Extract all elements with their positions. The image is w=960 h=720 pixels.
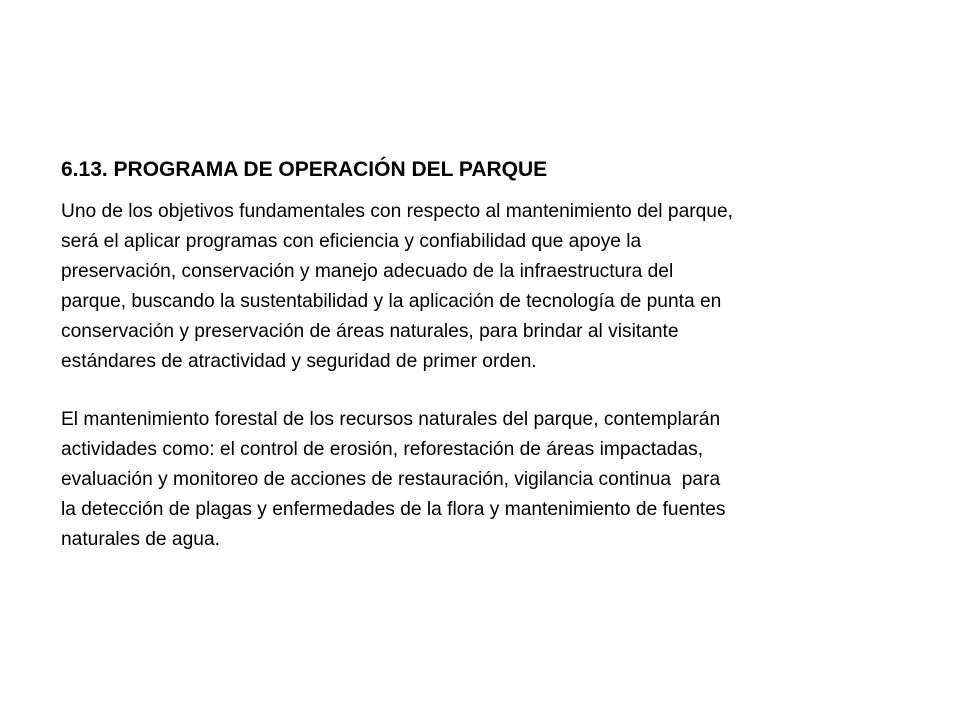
paragraph-line: parque, buscando la sustentabilidad y la aplicación de tecnología de punta en — [61, 291, 722, 312]
paragraph-line: conservación y preservación de áreas naturales, para brindar al visitante — [61, 321, 679, 342]
paragraph-line: la detección de plagas y enfermedades de la flora y mantenimiento de fuentes — [61, 499, 726, 520]
paragraph-line: Uno de los objetivos fundamentales con respecto al mantenimiento del parque, — [61, 201, 733, 222]
paragraph-line: estándares de atractividad y seguridad de primer orden. — [61, 351, 537, 372]
paragraph-spacer — [61, 377, 901, 405]
paragraph-line: evaluación y monitoreo de acciones de restauración, vigilancia continua para — [61, 469, 721, 490]
paragraph-2 — [61, 405, 901, 555]
paragraph-line: naturales de agua. — [61, 529, 220, 550]
content-area — [61, 155, 901, 555]
paragraph-1 — [61, 197, 901, 377]
paragraph-line: será el aplicar programas con eficiencia y confiabilidad que apoye la — [61, 231, 642, 252]
section-heading: 6.13. PROGRAMA DE OPERACIÓN DEL PARQUE — [61, 158, 548, 181]
paragraph-line: actividades como: el control de erosión, reforestación de áreas impactadas, — [61, 439, 704, 460]
paragraph-line: preservación, conservación y manejo adecuado de la infraestructura del — [61, 261, 674, 282]
paragraph-line: El mantenimiento forestal de los recursos naturales del parque, contemplarán — [61, 409, 721, 430]
